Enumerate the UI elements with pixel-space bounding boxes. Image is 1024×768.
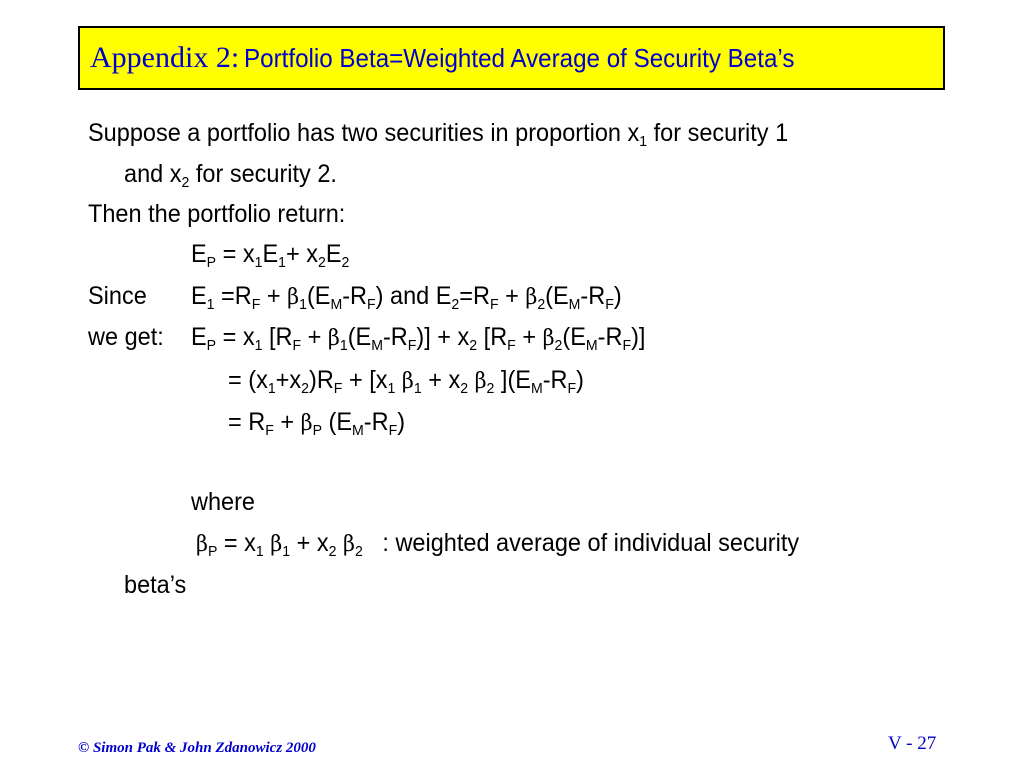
intro-line-1: Suppose a portfolio has two securities in proportion $x_1$ for security 1 bbox=[88, 119, 789, 150]
beta-continuation: beta’s bbox=[124, 571, 187, 599]
equation-since: $E_1 =R_F + \beta_1(E_M-R_F)$ and $E_2=R_F + \beta_2(E_M-R_F)$ bbox=[191, 282, 622, 313]
title-text: Portfolio Beta=Weighted Average of Security Beta’s bbox=[243, 42, 795, 73]
title-appendix-label: Appendix 2: bbox=[90, 41, 240, 74]
equation-step-4: = $R_F + \beta_P$ $(E_M-R_F)$ bbox=[228, 408, 406, 439]
equation-step-3: = $(x_1+x_2)R_F + [x_1$ $\beta_1 + x_2$ $\beta_2$ ]$(E_M-R_F)$ bbox=[228, 366, 584, 397]
since-label: Since bbox=[88, 282, 147, 310]
then-line: Then the portfolio return: bbox=[88, 200, 346, 228]
slide-title-box bbox=[78, 26, 945, 90]
equation-weget: $E_P = x_1$ $[R_F + \beta_1(E_M-R_F)] + x_2$ $[R_F + \beta_2(E_M-R_F)]$ bbox=[191, 323, 646, 354]
slide-number: V - 27 bbox=[888, 733, 937, 754]
intro-line-2: and $x_2$ for security 2. bbox=[124, 160, 337, 191]
copyright-footer: © Simon Pak & John Zdanowicz 2000 bbox=[78, 740, 316, 756]
where-label: where bbox=[191, 488, 256, 516]
weget-label: we get: bbox=[88, 323, 164, 351]
equation-beta-portfolio: $\beta_P = x_1$ $\beta_1 + x_2$ $\beta_2$ : weighted average of individual security bbox=[196, 529, 800, 560]
equation-portfolio-return: $E_P = x_1E_1+ x_2E_2$ bbox=[191, 240, 350, 271]
